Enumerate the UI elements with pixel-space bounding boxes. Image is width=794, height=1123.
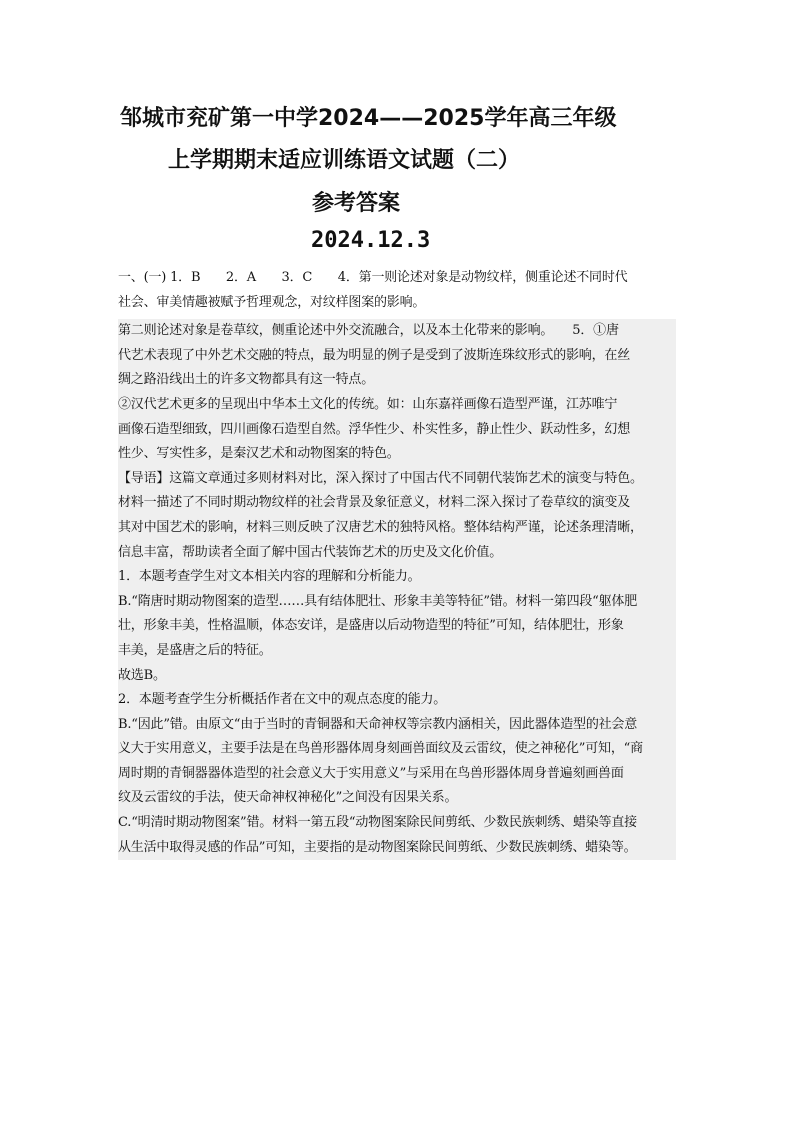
text-line: C.“明清时期动物图案”错。材料一第五段“动物图案除民间剪纸、少数民族刺绣、蜡染等直接: [118, 815, 637, 831]
text-line: 画像石造型细致，四川画像石造型自然。浮华性少、朴实性多，静止性少、跃动性多，幻想: [118, 421, 631, 437]
highlighted-explanation-block: [118, 319, 676, 860]
document-date: 2024.12.3: [311, 228, 431, 253]
text-line: 壮，形象丰美，性格温顺，体态安详，是盛唐以后动物造型的特征”可知，结体肥壮，形象: [118, 618, 624, 634]
text-line: 故选B。: [118, 667, 166, 683]
text-line: B.“隋唐时期动物图案的造型……具有结体肥壮、形象丰美等特征”错。材料一第四段“躯体肥: [118, 593, 638, 609]
text-line: 信息丰富，帮助读者全面了解中国古代装饰艺术的历史及文化价值。: [118, 544, 503, 560]
text-line: 社会、审美情趣被赋予哲理观念，对纹样图案的影响。: [118, 294, 426, 310]
text-line: 材料一描述了不同时期动物纹样的社会背景及象征意义，材料二深入探讨了卷草纹的演变及: [118, 495, 631, 511]
text-line: 纹及云雷纹的手法，使天命神权神秘化”之间没有因果关系。: [118, 790, 458, 806]
text-line: ②汉代艺术更多的呈现出中华本土文化的传统。如：山东嘉祥画像石造型严谨，江苏唯宁: [118, 396, 618, 412]
text-line: 性少、写实性多，是秦汉艺术和动物图案的特色。: [118, 446, 400, 462]
text-line: 从生活中取得灵感的作品”可知，主要指的是动物图案除民间剪纸、少数民族刺绣、蜡染等。: [118, 839, 637, 855]
text-line: 代艺术表现了中外艺术交融的特点，最为明显的例子是受到了波斯连珠纹形式的影响，在丝: [118, 347, 631, 363]
answer-body: [118, 266, 676, 860]
text-line: 第二则论述对象是卷草纹，侧重论述中外交流融合，以及本土化带来的影响。 5．①唐: [118, 323, 619, 339]
document-title-line-1: 邹城市兖矿第一中学2024——2025学年高三年级: [120, 106, 617, 131]
text-line: 2．本题考查学生分析概括作者在文中的观点态度的能力。: [118, 692, 447, 708]
text-line: 其对中国艺术的影响，材料三则反映了汉唐艺术的独特风格。整体结构严谨，论述条理清晰，: [118, 519, 643, 535]
answer-key-heading: 参考答案: [312, 191, 401, 216]
text-line: 绸之路沿线出土的许多文物都具有这一特点。: [118, 372, 375, 388]
text-line: 1．本题考查学生对文本相关内容的理解和分析能力。: [118, 569, 421, 585]
text-line: 丰美，是盛唐之后的特征。: [118, 642, 272, 658]
text-line: B.“因此”错。由原文“由于当时的青铜器和天命神权等宗教内涵相关，因此器体造型的社会意: [118, 716, 638, 732]
text-line: 义大于实用意义，主要手法是在鸟兽形器体周身刻画兽面纹及云雷纹，使之神秘化”可知，“商: [118, 741, 643, 757]
text-line: 【导语】这篇文章通过多则材料对比，深入探讨了中国古代不同朝代装饰艺术的演变与特色。: [118, 470, 643, 486]
document-title-line-2: 上学期期末适应训练语文试题（二）: [168, 148, 521, 173]
text-line: 一、(一) 1．B 2．A 3．C 4．第一则论述对象是动物纹样，侧重论述不同时代: [118, 270, 628, 285]
text-line: 周时期的青铜器器体造型的社会意义大于实用意义”与采用在鸟兽形器体周身普遍刻画兽面: [118, 765, 624, 781]
